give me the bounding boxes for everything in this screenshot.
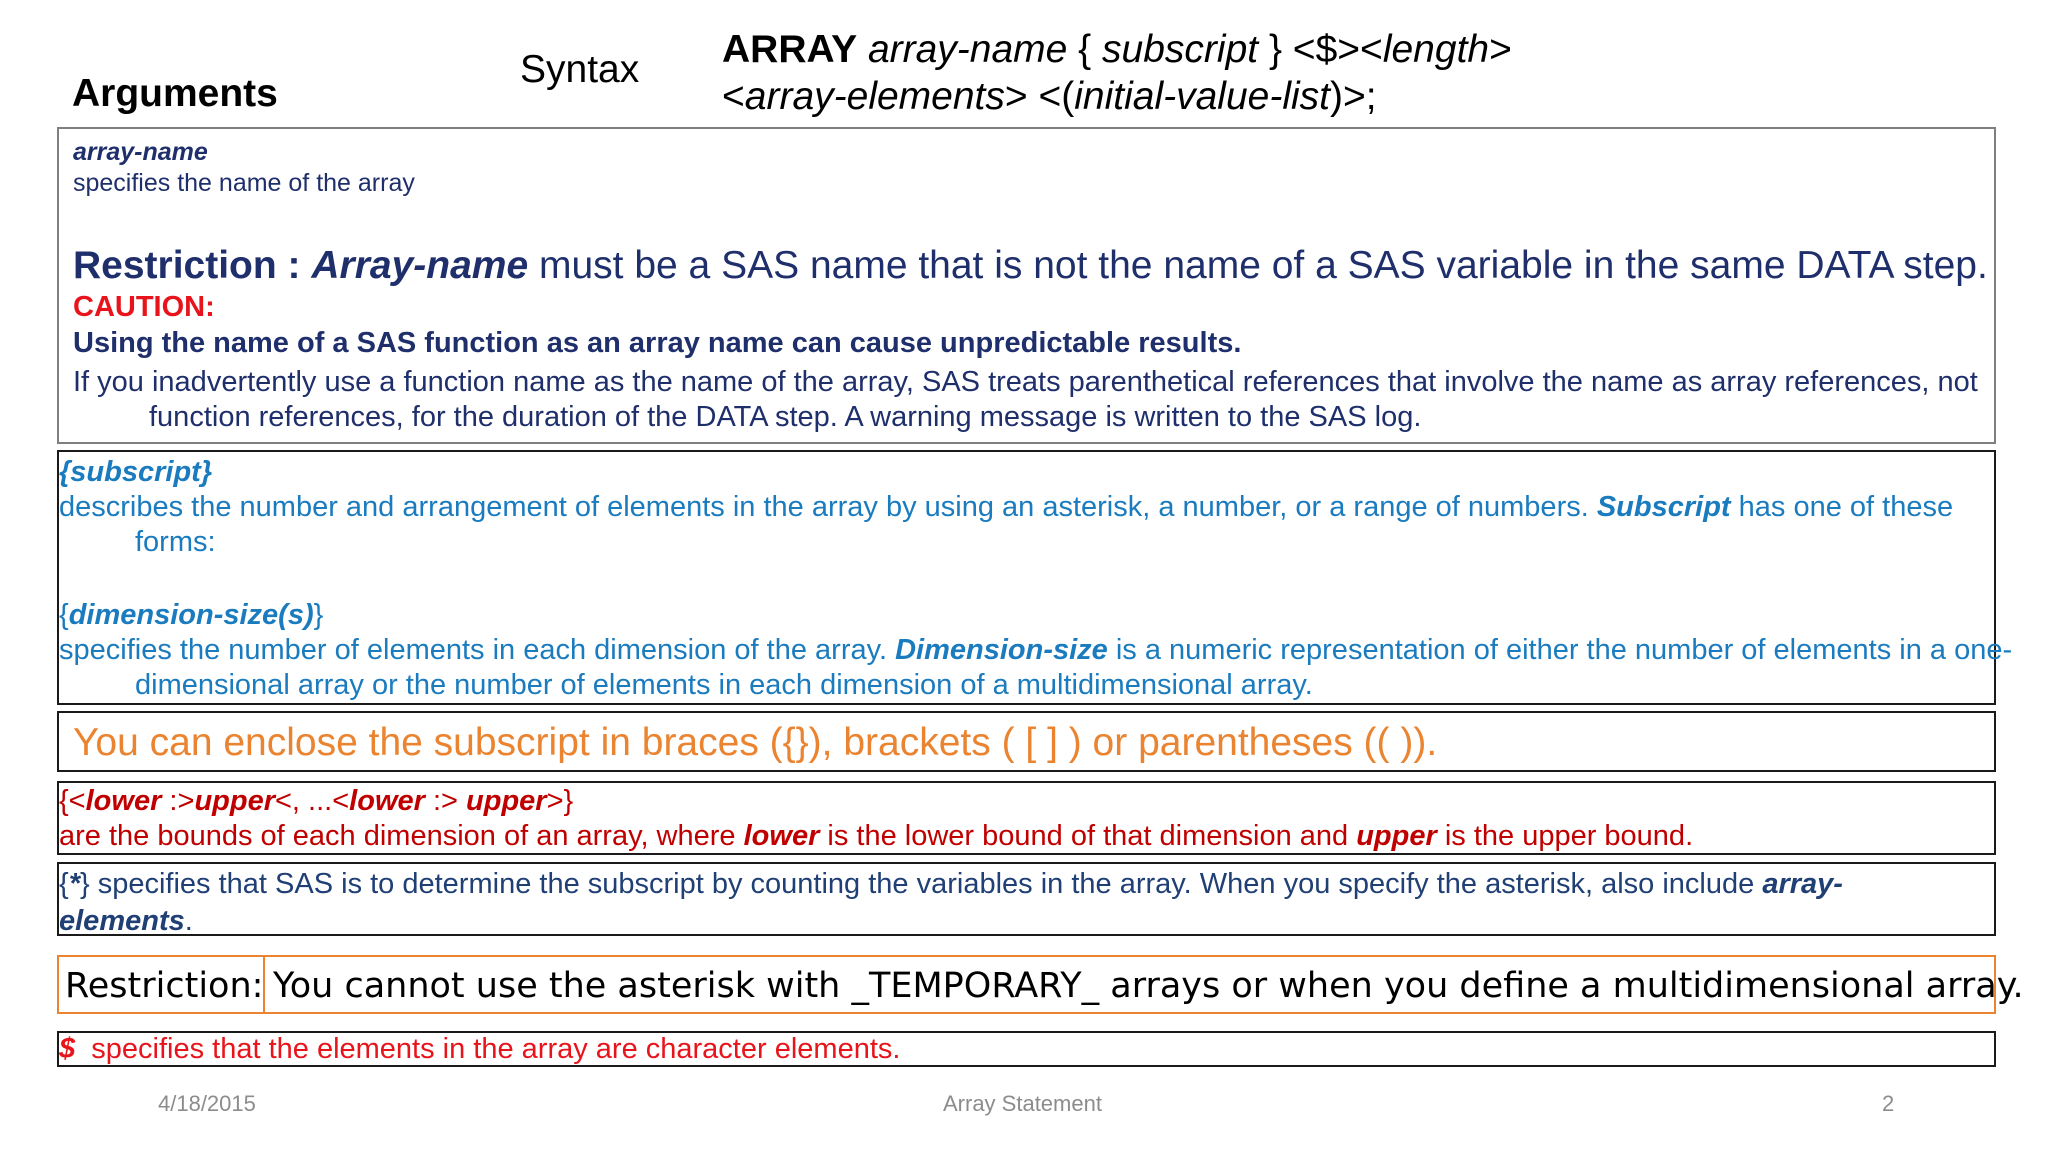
subscript-desc-term: Subscript — [1596, 491, 1731, 523]
syntax-line2-end: )>; — [1330, 75, 1377, 118]
dim-desc-term: Dimension-size — [895, 634, 1108, 666]
dim-term-text: dimension-size(s) — [68, 599, 314, 631]
bounds-lower-1: lower — [85, 785, 162, 817]
bounds-upper-1: upper — [194, 785, 275, 817]
dollar-box — [57, 1031, 1996, 1067]
asterisk-end: . — [184, 905, 193, 937]
syntax-line-2 — [722, 75, 1377, 119]
syntax-line2-mid: > <( — [1004, 75, 1075, 118]
bounds-desc-post: is the upper bound. — [1436, 820, 1694, 852]
footer-page-number: 2 — [1882, 1091, 1895, 1116]
bounds-mid-3: :> — [424, 785, 467, 817]
array-name-term: array-name — [73, 138, 208, 166]
enclose-note-box — [57, 711, 1996, 772]
restriction-text: must be a SAS name that is not the name of a SAS variable in the same DATA step. — [528, 244, 1988, 287]
dimension-size-description — [59, 633, 2045, 703]
restriction-table-label: Restriction: — [65, 966, 264, 1006]
subscript-desc-post: has one of these forms: — [135, 491, 1954, 558]
bounds-box — [57, 781, 1996, 855]
caution-warning: Using the name of a SAS function as an array name can cause unpredictable results. — [73, 327, 1242, 359]
dim-desc-pre: specifies the number of elements in each dimension of the array. — [59, 634, 896, 666]
syntax-line2-open: < — [722, 75, 745, 118]
asterisk-box — [57, 862, 1996, 936]
subscript-box — [57, 450, 2013, 705]
syntax-initial-value-list: initial-value-list — [1074, 75, 1330, 118]
syntax-line-1 — [722, 28, 1512, 72]
dim-desc-post: is a numeric representation of either the number of elements in a one-dimensional array or the number of elements in each dimension of a multidimensional array. — [135, 634, 2013, 701]
bounds-mid-2: <, ...< — [275, 785, 350, 817]
syntax-array-elements: array-elements — [744, 75, 1005, 118]
bounds-term — [59, 785, 573, 818]
bounds-mid-1: :> — [161, 785, 195, 817]
dollar-text: specifies that the elements in the array are character elements. — [75, 1033, 901, 1065]
syntax-label: Syntax — [520, 48, 640, 91]
restriction-table-text: You cannot use the asterisk with _TEMPORARY_ arrays or when you define a multidimensional array. — [273, 966, 2024, 1006]
bounds-lower-2: lower — [349, 785, 425, 817]
syntax-close-brace: } <$>< — [1258, 28, 1383, 71]
caution-detail: If you inadvertently use a function name as the name of the array, SAS treats parenthetical references that involve the name as array references, not function references, for the duration of the DATA step. A warning message is written to the SAS log. — [73, 366, 1978, 433]
arguments-title: Arguments — [72, 72, 278, 115]
syntax-array-name: array-name — [867, 28, 1068, 71]
bounds-desc-lower: lower — [743, 820, 820, 852]
dimension-size-term — [59, 599, 323, 632]
restriction-term: Array-name — [311, 244, 529, 287]
bounds-open: {< — [59, 785, 86, 817]
caution-label: CAUTION: — [73, 291, 215, 323]
bounds-desc-mid: is the lower bound of that dimension and — [819, 820, 1357, 852]
syntax-subscript: subscript — [1102, 28, 1259, 71]
enclose-note: You can enclose the subscript in braces ({}), brackets ( [ ] ) or parentheses (( )). — [73, 721, 1438, 764]
restriction-table — [57, 955, 2024, 1014]
bounds-description — [59, 820, 1693, 853]
syntax-length: length — [1382, 28, 1490, 71]
syntax-keyword: ARRAY — [722, 28, 858, 71]
array-name-description: specifies the name of the array — [73, 169, 415, 197]
array-name-box — [57, 127, 1996, 444]
bounds-close: >} — [546, 785, 574, 817]
asterisk-open: { — [59, 868, 69, 900]
asterisk-description — [59, 866, 1959, 940]
footer-title: Array Statement — [943, 1091, 1102, 1116]
bounds-upper-2: upper — [466, 785, 547, 817]
subscript-term: {subscript} — [59, 456, 213, 488]
restriction-label: Restriction : — [73, 244, 312, 287]
array-name-restriction — [73, 244, 1988, 288]
dim-open-brace: { — [59, 599, 69, 631]
dollar-description — [59, 1033, 900, 1066]
asterisk-text: } specifies that SAS is to determine the subscript by counting the variables in the array. When you specify the asterisk, also include — [79, 868, 1763, 900]
bounds-desc-upper: upper — [1356, 820, 1437, 852]
subscript-desc-pre: describes the number and arrangement of elements in the array by using an asterisk, a number, or a range of numbers. — [59, 491, 1597, 523]
asterisk-star: * — [68, 868, 80, 900]
asterisk-term: array-elements — [59, 868, 1843, 937]
subscript-description — [59, 490, 2035, 560]
dim-close-brace: } — [313, 599, 324, 631]
bounds-desc-pre: are the bounds of each dimension of an array, where — [59, 820, 744, 852]
dollar-symbol: $ — [59, 1033, 76, 1065]
syntax-close-angle: > — [1489, 28, 1512, 71]
footer-date: 4/18/2015 — [158, 1091, 256, 1116]
syntax-open-brace: { — [1067, 28, 1103, 71]
